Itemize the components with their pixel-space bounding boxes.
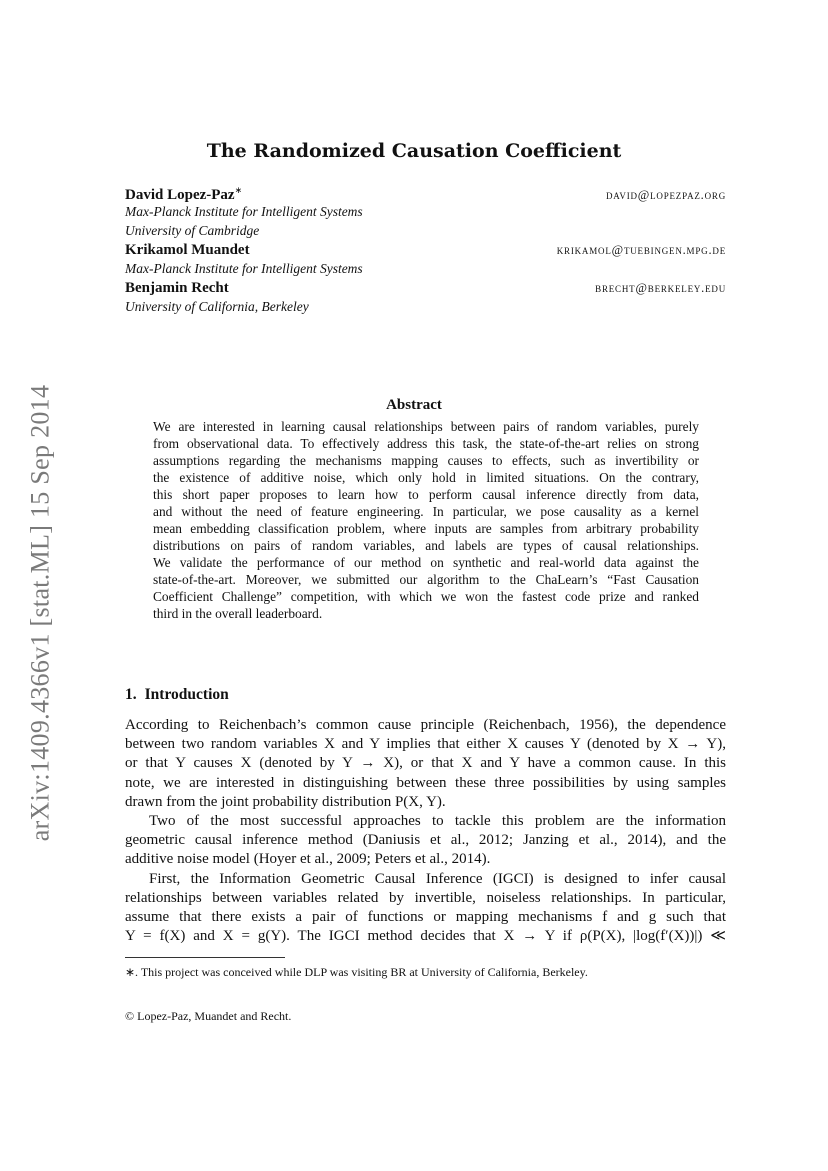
body-line: additive noise model (Hoyer et al., 2009; Peters et al., 2014). [125, 851, 491, 868]
body-line: geometric causal inference method (Daniusis et al., 2012; Janzing et al., 2014), and the [125, 832, 726, 849]
body-line: Two of the most successful approaches to tackle this problem are the information [149, 813, 726, 830]
body-line: between two random variables X and Y implies that either X causes Y (denoted by X → Y), [125, 736, 726, 753]
paper-title: The Randomized Causation Coefficient [206, 140, 622, 162]
author-block [125, 185, 726, 318]
abstract-line: and without the need of feature engineering. In particular, we pose causality as a kernel [153, 504, 699, 519]
abstract-text [153, 418, 699, 622]
abstract-line: We validate the performance of our method on synthetic and real-world data against the [153, 555, 699, 570]
abstract-line: the existence of additive noise, which only hold in limited situations. On the contrary, [153, 470, 699, 485]
author-affiliation: Max-Planck Institute for Intelligent Systems [125, 261, 363, 276]
abstract-line: state-of-the-art. Moreover, we submitted our algorithm to the ChaLearn’s “Fast Causation [153, 572, 699, 587]
body-line: Y = f(X) and X = g(Y). The IGCI method decides that X → Y if ρ(P(X), |log(f′(X))|) ≪ [125, 928, 726, 945]
abstract-line: We are interested in learning causal relationships between pairs of random variables, purely [153, 419, 699, 434]
section-number: 1. [125, 686, 137, 703]
body-line: First, the Information Geometric Causal Inference (IGCI) is designed to infer causal [149, 870, 726, 887]
abstract-heading: Abstract [386, 397, 442, 413]
footnote: ∗. This project was conceived while DLP was visiting BR at University of California, Berkeley. [125, 965, 588, 979]
body-line: note, we are interested in distinguishing between these three possibilities by using samples [125, 774, 726, 791]
body-line: relationships between variables related by invertible, noiseless relationships. In particular, [125, 889, 726, 906]
abstract-line: mean embedding classification problem, where inputs are samples from arbitrary probability [153, 521, 699, 536]
body-line: drawn from the joint probability distribution P(X, Y). [125, 793, 446, 810]
author-affiliation: Max-Planck Institute for Intelligent Systems [125, 204, 363, 219]
author-row [125, 185, 726, 204]
body-line: or that Y causes X (denoted by Y → X), or that X and Y have a common cause. In this [125, 755, 726, 772]
abstract-line: Coefficient Challenge” competition, with which we won the fastest code prize and ranked [153, 589, 699, 604]
abstract-line: this short paper proposes to learn how to perform causal inference directly from data, [153, 487, 699, 502]
introduction-text [125, 716, 726, 946]
arxiv-identifier-stamp [25, 365, 55, 860]
abstract-line: from observational data. To effectively address this task, the state-of-the-art relies on strong [153, 436, 699, 451]
author-name: Krikamol Muandet [125, 242, 250, 258]
abstract-line: third in the overall leaderboard. [153, 606, 323, 621]
arxiv-identifier-text: arXiv:1409.4366v1 [stat.ML] 15 Sep 2014 [25, 384, 55, 841]
author-affiliation: University of California, Berkeley [125, 299, 309, 314]
section-heading [125, 686, 229, 704]
abstract-line: assumptions regarding the mechanisms mapping causes to effects, such as invertibility or [153, 453, 699, 468]
body-line: According to Reichenbach’s common cause principle (Reichenbach, 1956), the dependence [125, 717, 726, 733]
author-name: David Lopez-Paz∗ [125, 185, 243, 203]
footnote-divider [125, 957, 285, 958]
author-affiliation: University of Cambridge [125, 223, 260, 238]
author-row [125, 280, 726, 299]
author-email[interactable]: krikamol@tuebingen.mpg.de [556, 243, 726, 257]
abstract-line: distributions on pairs of random variables, and labels are types of causal relationships. [153, 538, 699, 553]
author-email[interactable]: david@lopezpaz.org [605, 188, 726, 202]
section-title: Introduction [144, 686, 229, 703]
author-name: Benjamin Recht [125, 280, 229, 296]
footnote-mark: ∗ [234, 185, 243, 195]
body-line: assume that there exists a pair of functions or mapping mechanisms f and g such that [125, 909, 726, 926]
copyright-notice: © Lopez-Paz, Muandet and Recht. [125, 1009, 292, 1023]
author-row [125, 242, 726, 261]
author-email[interactable]: brecht@berkeley.edu [595, 281, 726, 295]
